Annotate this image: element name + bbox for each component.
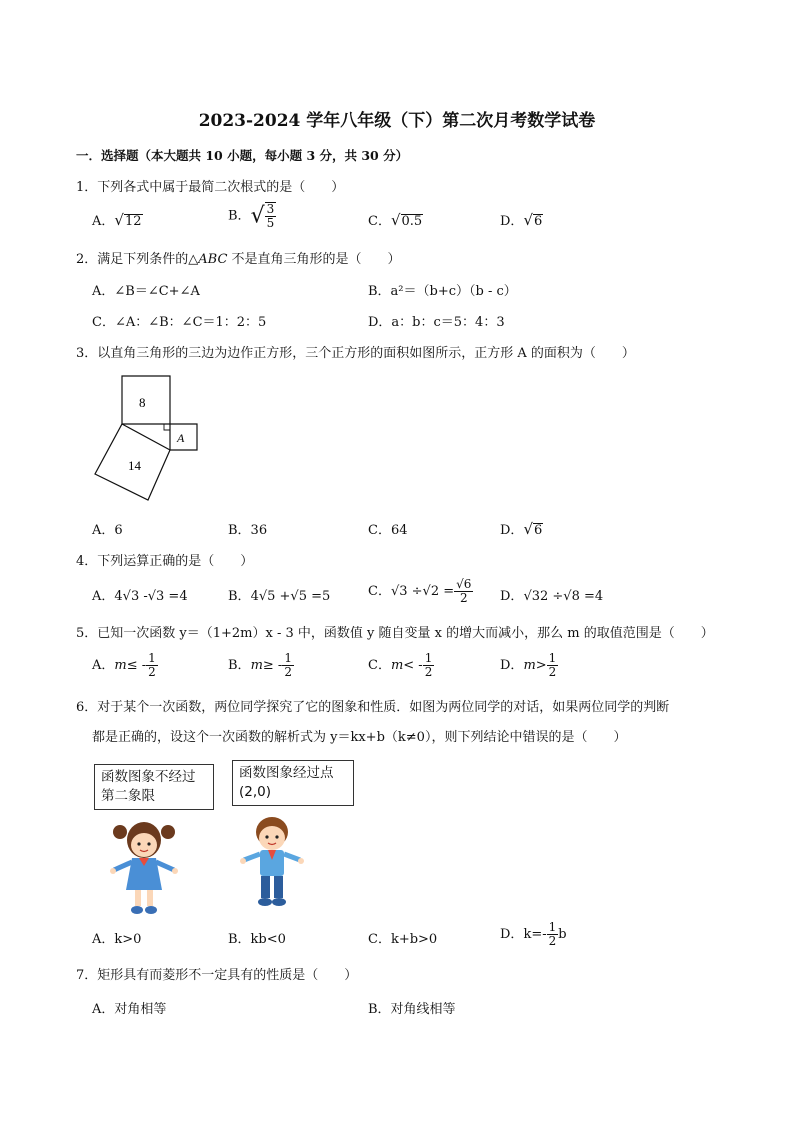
q6-option-c: C．k+b>0 bbox=[368, 932, 438, 947]
label-14: 14 bbox=[128, 458, 141, 473]
q6-option-b: B．kb<0 bbox=[228, 932, 286, 947]
q6-option-a: A．k>0 bbox=[92, 932, 142, 947]
q4-option-d: D．√32 ÷√8 =4 bbox=[500, 589, 604, 604]
question-6-stem-line1: 6．对于某个一次函数，两位同学探究了它的图象和性质．如图为两位同学的对话，如果两位同学的判断 bbox=[76, 700, 670, 715]
question-4-stem: 4．下列运算正确的是（ ） bbox=[76, 554, 254, 569]
boy-illustration bbox=[240, 814, 304, 910]
q2-option-d: D．a：b：c＝5：4：3 bbox=[368, 315, 505, 330]
q3-option-a: A．6 bbox=[92, 523, 123, 538]
q4-option-b: B．4√5 +√5 =5 bbox=[228, 589, 331, 604]
question-2-stem: 2．满足下列条件的△ABC 不是直角三角形的是（ ） bbox=[76, 252, 401, 267]
q3-option-c: C．64 bbox=[368, 523, 408, 538]
q5-option-b: B．m≥ - $\frac{1}{2}$ bbox=[228, 651, 292, 679]
q1-option-a: A．√12 bbox=[92, 211, 142, 229]
q1-option-b: B．√ $\frac{3}{5}$ bbox=[228, 202, 275, 230]
label-8: 8 bbox=[139, 395, 146, 410]
question-7-stem: 7．矩形具有而菱形不一定具有的性质是（ ） bbox=[76, 968, 358, 983]
q5-option-a: A．m≤ - $\frac{1}{2}$ bbox=[92, 651, 156, 679]
q4-option-c: C．√3 ÷√2 = $\frac{√6}{2}$ bbox=[368, 577, 472, 605]
page-title: 2023-2024 学年八年级（下）第二次月考数学试卷 bbox=[198, 111, 596, 131]
q1-option-c: C．√0.5 bbox=[368, 211, 423, 229]
q6-option-d: D．k=- $\frac{1}{2}$ b bbox=[500, 920, 567, 948]
section-heading: 一．选择题（本大题共 10 小题，每小题 3 分，共 30 分） bbox=[76, 148, 409, 163]
question-5-stem: 5．已知一次函数 y＝（1+2m）x - 3 中，函数值 y 随自变量 x 的增大而减小，那么 m 的取值范围是（ ） bbox=[76, 626, 714, 641]
q2-option-c: C．∠A：∠B：∠C＝1：2：5 bbox=[92, 315, 267, 330]
q4-option-a: A．4√3 -√3 =4 bbox=[92, 589, 188, 604]
q3-option-d: D．√6 bbox=[500, 520, 543, 538]
girl-illustration bbox=[106, 818, 182, 918]
q3-option-b: B．36 bbox=[228, 523, 268, 538]
square-top bbox=[122, 376, 170, 424]
question-6-stem-line2: 都是正确的，设这个一次函数的解析式为 y＝kx+b（k≠0），则下列结论中错误的是（ ） bbox=[92, 730, 627, 745]
q2-option-a: A．∠B＝∠C+∠A bbox=[92, 284, 200, 299]
squares-figure bbox=[92, 374, 202, 504]
question-1-stem: 1．下列各式中属于最简二次根式的是（ ） bbox=[76, 180, 345, 195]
q1-option-d: D．√6 bbox=[500, 211, 543, 229]
q2-option-b: B．a²＝（b+c）（b - c） bbox=[368, 284, 517, 299]
q5-option-d: D．m> $\frac{1}{2}$ bbox=[500, 651, 557, 679]
q7-option-a: A．对角相等 bbox=[92, 1002, 167, 1017]
speech-bubble-left: 函数图象不经过第二象限 bbox=[94, 764, 214, 810]
speech-bubble-right: 函数图象经过点 (2,0) bbox=[232, 760, 354, 806]
question-3-stem: 3．以直角三角形的三边为边作正方形，三个正方形的面积如图所示，正方形 A 的面积为（ ） bbox=[76, 346, 635, 361]
label-a: A bbox=[177, 431, 185, 445]
q5-option-c: C．m< - $\frac{1}{2}$ bbox=[368, 651, 433, 679]
q7-option-b: B．对角线相等 bbox=[368, 1002, 456, 1017]
